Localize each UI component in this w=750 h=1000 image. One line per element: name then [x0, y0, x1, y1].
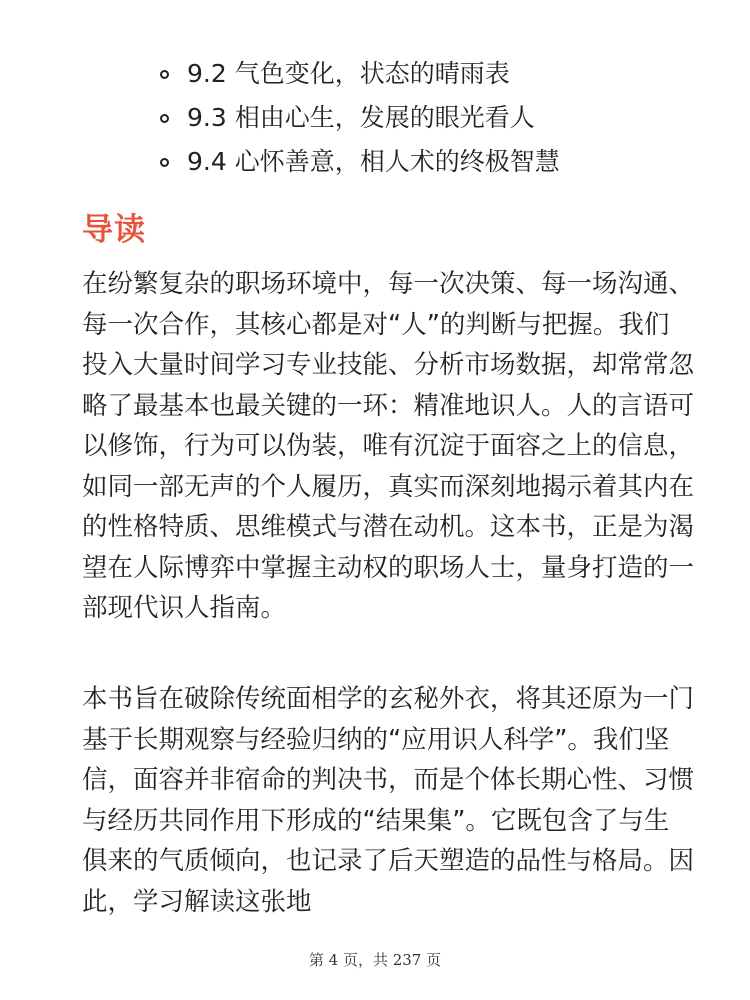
- body-paragraph: 本书旨在破除传统面相学的玄秘外衣，将其还原为一门基于长期观察与经验归纳的“应用识人科学”。我们坚信，面容并非宿命的判决书，而是个体长期心性、习惯与经历共同作用下形成的“结果集”。它既包含了与生俱来的气质倾向，也记录了后天塑造的品性与格局。因此，学习解读这张地: [82, 684, 695, 917]
- hollow-circle-bullet-icon: [160, 158, 169, 167]
- toc-item: [160, 96, 720, 140]
- toc-item-label: 9.2 气色变化，状态的晴雨表: [187, 59, 510, 88]
- toc-item-label: 9.3 相由心生，发展的眼光看人: [187, 103, 535, 132]
- hollow-circle-bullet-icon: [160, 114, 169, 123]
- toc-item-label: 9.4 心怀善意，相人术的终极智慧: [187, 147, 560, 176]
- hollow-circle-bullet-icon: [160, 70, 169, 79]
- body-paragraph: 在纷繁复杂的职场环境中，每一次决策、每一场沟通、每一次合作，其核心都是对“人”的判断与把握。我们投入大量时间学习专业技能、分析市场数据，却常常忽略了最基本也最关键的一环：精准地识人。人的言语可以修饰，行为可以伪装，唯有沉淀于面容之上的信息，如同一部无声的个人履历，真实而深刻地揭示着其内在的性格特质、思维模式与潜在动机。这本书，正是为渴望在人际博弈中掌握主动权的职场人士，量身打造的一部现代识人指南。: [82, 269, 695, 623]
- toc-item: [160, 52, 720, 96]
- toc-item: [160, 140, 720, 184]
- page-number-footer: 第 4 页，共 237 页: [308, 951, 442, 969]
- toc-list: [160, 52, 720, 184]
- section-heading: 导读: [82, 212, 146, 248]
